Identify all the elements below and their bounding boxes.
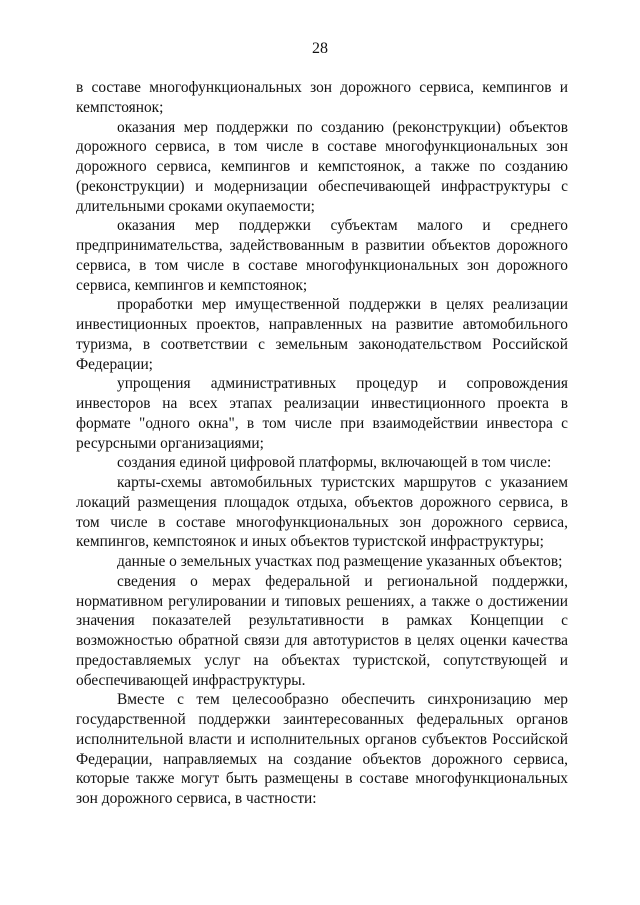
paragraph-7: карты-схемы автомобильных туристских маршрутов с указанием локаций размещения площадок отдыха, объектов дорожного сервиса, в том числе в составе многофункциональных зон дорожного сервиса, кемпингов, кемпстоянок и иных объектов туристской инфраструктуры; bbox=[76, 474, 568, 551]
paragraph-9: сведения о мерах федеральной и региональной поддержки, нормативном регулировании и типовых решениях, а также о достижении значения показателей результативности в рамках Концепции с возможностью обратной связи для автотуристов в целях оценки качества предоставляемых услуг на объектах туристской, сопутствующей и обеспечивающей инфраструктуры. bbox=[76, 572, 568, 689]
paragraph-10: Вместе с тем целесообразно обеспечить синхронизацию мер государственной поддержки заинтересованных федеральных органов исполнительной власти и исполнительных органов субъектов Российской Федерации, направляемых на создание объектов дорожного сервиса, которые также могут быть размещены в составе многофункциональных зон дорожного сервиса, в частности: bbox=[76, 691, 568, 807]
paragraph-6: создания единой цифровой платформы, включающей в том числе: bbox=[117, 454, 552, 472]
document-body bbox=[76, 78, 568, 809]
paragraph-3: оказания мер поддержки субъектам малого и среднего предпринимательства, задействованным в развитии объектов дорожного сервиса, в том числе в составе многофункциональных зон дорожного сервиса, кемпингов и кемпстоянок; bbox=[76, 217, 568, 294]
page-number: 28 bbox=[312, 40, 328, 57]
paragraph-1: в составе многофункциональных зон дорожного сервиса, кемпингов и кемпстоянок; bbox=[76, 79, 568, 116]
paragraph-8: данные о земельных участках под размещение указанных объектов; bbox=[117, 553, 563, 570]
paragraph-2: оказания мер поддержки по созданию (реконструкции) объектов дорожного сервиса, в том числе в составе многофункциональных зон дорожного сервиса, кемпингов и кемпстоянок, а также по созданию (реконструкции) и модернизации обеспечивающей инфраструктуры с длительными сроками окупаемости; bbox=[76, 118, 568, 215]
paragraph-5: упрощения административных процедур и сопровождения инвесторов на всех этапах реализации инвестиционного проекта в формате "одного окна", в том числе при взаимодействии инвестора с ресурсными организациями; bbox=[76, 375, 568, 452]
paragraph-4: проработки мер имущественной поддержки в целях реализации инвестиционных проектов, направленных на развитие автомобильного туризма, в соответствии с земельным законодательством Российской Федерации; bbox=[76, 296, 568, 373]
